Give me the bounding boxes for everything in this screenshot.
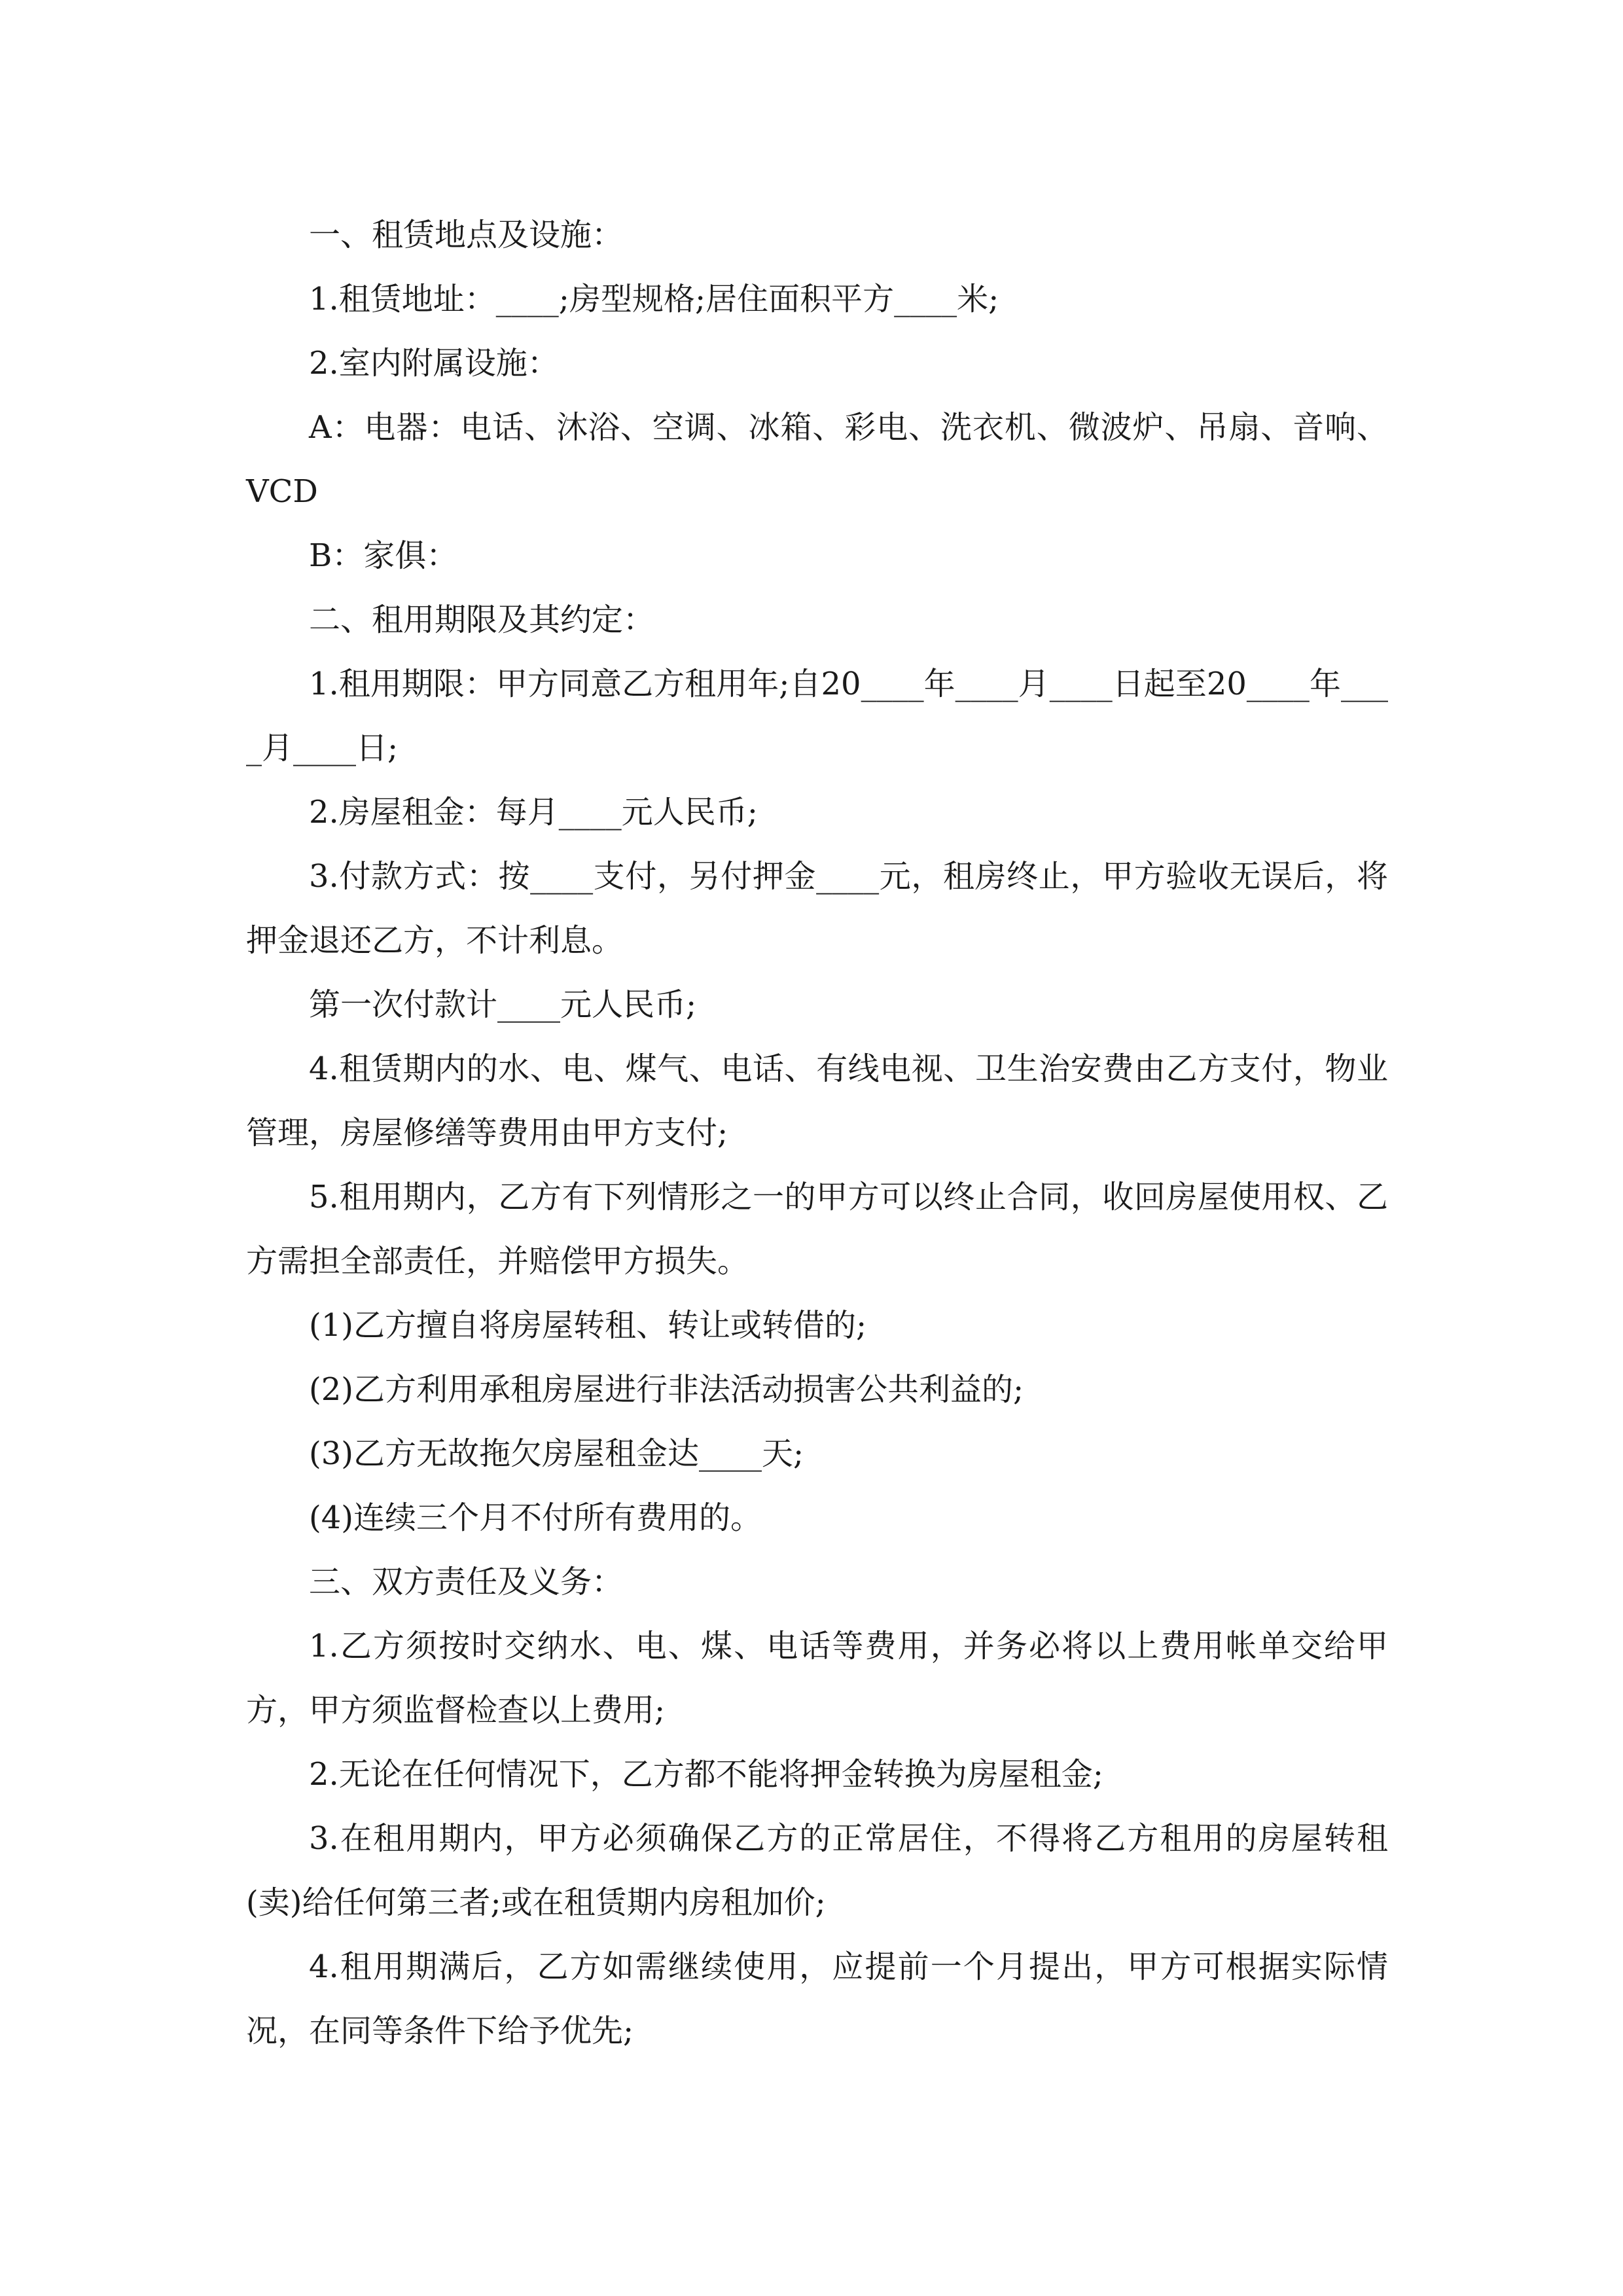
paragraph-duty-1: 1.乙方须按时交纳水、电、煤、电话等费用，并务必将以上费用帐单交给甲方，甲方须监督检查以上费用; [246,1628,1388,1729]
paragraph-utilities: 4.租赁期内的水、电、煤气、电话、有线电视、卫生治安费由乙方支付，物业管理，房屋修缮等费用由甲方支付; [246,1050,1388,1151]
paragraph-term: 1.租用期限：甲方同意乙方租用年;自20____年____月____日起至20____年____月____日; [246,666,1388,766]
paragraph-furniture: B：家俱： [309,537,458,574]
paragraph-duty-4: 4.租用期满后，乙方如需继续使用，应提前一个月提出，甲方可根据实际情况，在同等条件下给予优先; [246,1948,1388,2049]
paragraph-address: 1.租赁地址：____;房型规格;居住面积平方____米; [309,281,999,317]
paragraph-facilities: 2.室内附属设施： [309,345,559,382]
list-item: (1)乙方擅自将房屋转租、转让或转借的; [309,1307,867,1344]
paragraph-payment: 3.付款方式：按____支付，另付押金____元，租房终止，甲方验收无误后，将押金退还乙方，不计利息。 [246,858,1388,959]
paragraph-duty-2: 2.无论在任何情况下，乙方都不能将押金转换为房屋租金; [309,1756,1103,1793]
list-item: (2)乙方利用承租房屋进行非法活动损害公共利益的; [309,1371,1024,1408]
list-item: (3)乙方无故拖欠房屋租金达____天; [309,1435,804,1472]
heading-duties: 三、双方责任及义务： [309,1564,624,1600]
paragraph-first-payment: 第一次付款计____元人民币; [309,986,697,1023]
paragraph-rent: 2.房屋租金：每月____元人民币; [309,794,758,831]
paragraph-termination: 5.租用期内，乙方有下列情形之一的甲方可以终止合同，收回房屋使用权、乙方需担全部责任，并赔偿甲方损失。 [246,1179,1388,1280]
heading-location: 一、租赁地点及设施： [309,217,624,253]
document-body [246,203,1388,2063]
paragraph-duty-3: 3.在租用期内，甲方必须确保乙方的正常居住，不得将乙方租用的房屋转租(卖)给任何第三者;或在租赁期内房租加价; [246,1820,1388,1921]
heading-term: 二、租用期限及其约定： [309,601,655,638]
list-item: (4)连续三个月不付所有费用的。 [309,1499,762,1536]
paragraph-appliances: A：电器：电话、沐浴、空调、冰箱、彩电、洗衣机、微波炉、吊扇、音响、VCD [246,409,1388,510]
